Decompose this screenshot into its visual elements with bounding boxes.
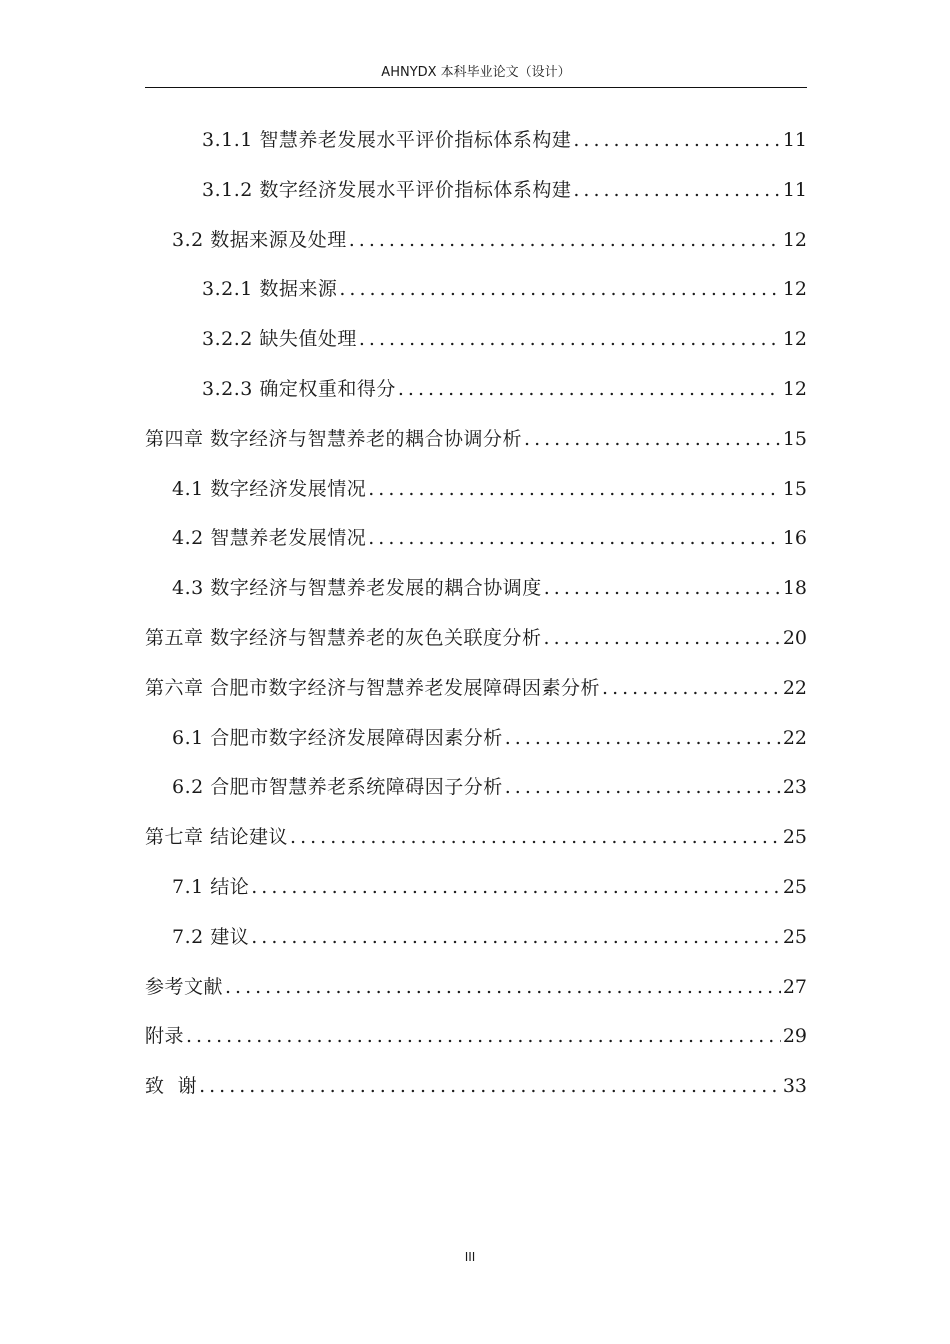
toc-entry[interactable] — [145, 564, 807, 614]
toc-entry-page: 15 — [782, 427, 807, 450]
toc-entry-page: 12 — [782, 228, 807, 251]
toc-entry-title: 4.2 智慧养老发展情况 — [172, 527, 367, 550]
toc-leader-dots — [505, 763, 781, 813]
toc-entry[interactable] — [145, 216, 807, 266]
toc-entry-title: 7.2 建议 — [172, 925, 250, 948]
toc-entry[interactable] — [145, 315, 807, 365]
toc-leader-dots — [368, 514, 781, 564]
toc-entry[interactable] — [145, 614, 807, 664]
toc-entry[interactable] — [145, 913, 807, 963]
toc-leader-dots — [573, 116, 780, 166]
toc-entry-title: 3.1.2 数字经济发展水平评价指标体系构建 — [202, 178, 572, 201]
page-number: III — [464, 1250, 476, 1264]
toc-leader-dots — [544, 614, 781, 664]
toc-entry[interactable] — [145, 963, 807, 1013]
toc-entry-page: 16 — [782, 527, 807, 550]
toc-entry-page: 15 — [782, 477, 807, 500]
toc-entry-page: 20 — [782, 626, 807, 649]
toc-leader-dots — [359, 315, 781, 365]
page-header: AHNYDX 本科毕业论文（设计） — [381, 65, 571, 80]
toc-entry-page: 23 — [782, 776, 807, 799]
toc-entry-page: 18 — [782, 577, 807, 600]
table-of-contents — [145, 116, 807, 1112]
toc-entry-page: 12 — [782, 278, 807, 301]
toc-leader-dots — [186, 1012, 781, 1062]
toc-leader-dots — [602, 664, 781, 714]
toc-leader-dots — [225, 963, 781, 1013]
toc-entry-title: 3.1.1 智慧养老发展水平评价指标体系构建 — [202, 129, 572, 151]
header-divider — [145, 87, 807, 88]
toc-leader-dots — [524, 415, 781, 465]
toc-leader-dots — [573, 166, 780, 216]
toc-entry-title: 第六章 合肥市数字经济与智慧养老发展障碍因素分析 — [145, 676, 601, 699]
toc-entry-page: 25 — [782, 826, 807, 849]
toc-leader-dots — [398, 365, 781, 415]
toc-entry-title: 参考文献 — [145, 975, 224, 998]
toc-entry-page: 25 — [782, 875, 807, 898]
toc-entry-page: 11 — [782, 178, 807, 201]
toc-entry-title: 附录 — [145, 1025, 185, 1048]
toc-leader-dots — [544, 564, 781, 614]
toc-entry-title: 第五章 数字经济与智慧养老的灰色关联度分析 — [145, 626, 542, 649]
toc-leader-dots — [339, 265, 780, 315]
toc-leader-dots — [251, 913, 781, 963]
toc-entry-title: 第七章 结论建议 — [145, 826, 289, 849]
toc-entry-page: 29 — [782, 1025, 807, 1048]
toc-entry[interactable] — [145, 1062, 807, 1112]
page-footer — [0, 1248, 950, 1266]
toc-entry-title: 6.2 合肥市智慧养老系统障碍因子分析 — [172, 776, 503, 799]
toc-entry[interactable] — [145, 664, 807, 714]
toc-entry[interactable] — [145, 166, 807, 216]
toc-entry-title: 3.2 数据来源及处理 — [172, 228, 347, 251]
toc-entry-page: 22 — [782, 726, 807, 749]
toc-entry[interactable] — [145, 514, 807, 564]
toc-entry[interactable] — [145, 116, 807, 166]
toc-entry-title: 致 谢 — [145, 1075, 198, 1098]
toc-leader-dots — [290, 813, 781, 863]
toc-entry-title: 3.2.1 数据来源 — [202, 278, 338, 301]
toc-entry-title: 7.1 结论 — [172, 875, 250, 898]
toc-entry-page: 33 — [782, 1075, 807, 1098]
toc-entry[interactable] — [145, 265, 807, 315]
toc-entry[interactable] — [145, 863, 807, 913]
toc-entry-title: 3.2.3 确定权重和得分 — [202, 377, 396, 400]
toc-entry-page: 27 — [782, 975, 807, 998]
toc-leader-dots — [349, 216, 781, 266]
toc-leader-dots — [199, 1062, 781, 1112]
toc-entry-title: 6.1 合肥市数字经济发展障碍因素分析 — [172, 726, 503, 749]
toc-entry[interactable] — [145, 415, 807, 465]
toc-entry-page: 25 — [782, 925, 807, 948]
toc-entry[interactable] — [145, 813, 807, 863]
toc-entry-title: 4.3 数字经济与智慧养老发展的耦合协调度 — [172, 577, 542, 600]
toc-entry-title: 4.1 数字经济发展情况 — [172, 477, 367, 500]
toc-entry[interactable] — [145, 465, 807, 515]
toc-entry-page: 12 — [782, 377, 807, 400]
toc-entry[interactable] — [145, 763, 807, 813]
toc-entry-page: 12 — [782, 328, 807, 351]
toc-leader-dots — [251, 863, 781, 913]
toc-entry-title: 第四章 数字经济与智慧养老的耦合协调分析 — [145, 427, 523, 450]
toc-entry[interactable] — [145, 365, 807, 415]
toc-entry-page: 22 — [782, 676, 807, 699]
toc-entry[interactable] — [145, 714, 807, 764]
toc-entry-page: 11 — [782, 129, 807, 151]
toc-entry-title: 3.2.2 缺失值处理 — [202, 328, 357, 351]
toc-leader-dots — [505, 714, 781, 764]
toc-entry[interactable] — [145, 1012, 807, 1062]
toc-leader-dots — [368, 465, 781, 515]
